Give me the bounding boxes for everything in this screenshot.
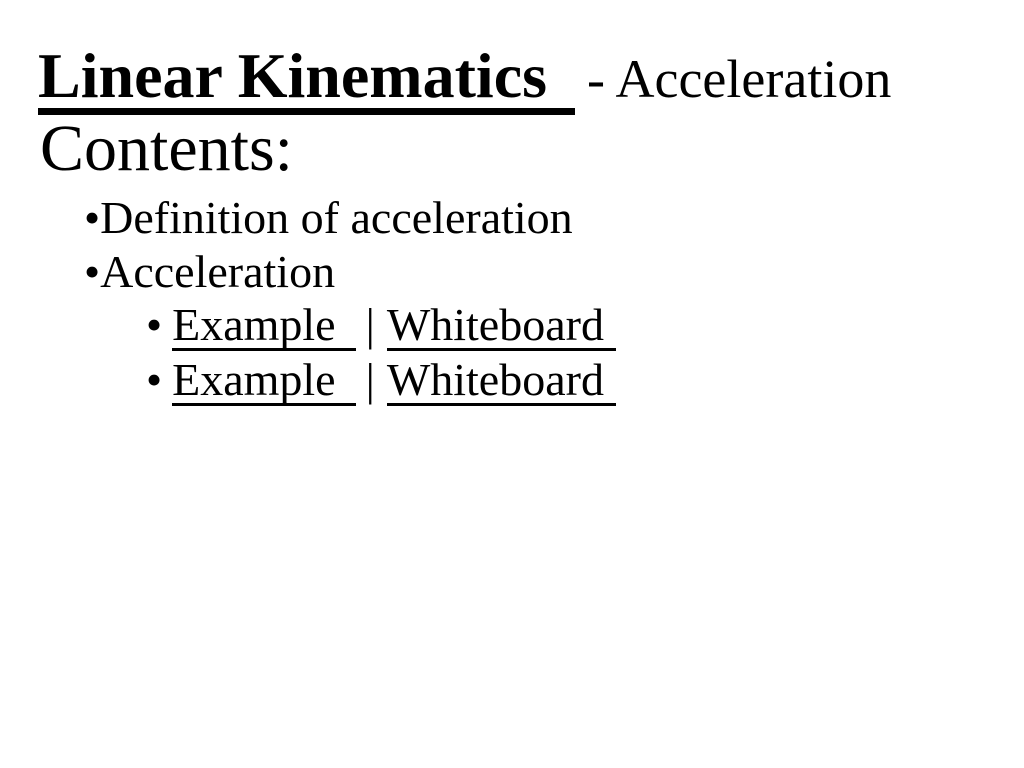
link-separator: |: [365, 354, 375, 405]
bullet-item-acceleration: [84, 246, 336, 297]
whiteboard-link[interactable]: Whiteboard: [387, 357, 616, 406]
link-separator: |: [365, 299, 375, 350]
title-suffix: - Acceleration: [587, 49, 892, 109]
contents-heading: Contents:: [40, 112, 294, 185]
link-row: [146, 354, 616, 406]
page-title: [38, 40, 892, 115]
example-link[interactable]: Example: [172, 302, 356, 351]
bullet-label: Definition of acceleration: [100, 192, 573, 243]
bullet-item-definition: [84, 192, 573, 243]
bullet-icon: •: [146, 354, 163, 405]
bullet-label: Acceleration: [100, 246, 336, 297]
bullet-icon: •: [146, 299, 163, 350]
title-main: Linear Kinematics: [38, 44, 575, 115]
example-link[interactable]: Example: [172, 357, 356, 406]
link-row: [146, 299, 616, 351]
bullet-icon: •: [84, 246, 101, 297]
bullet-icon: •: [84, 192, 101, 243]
whiteboard-link[interactable]: Whiteboard: [387, 302, 616, 351]
